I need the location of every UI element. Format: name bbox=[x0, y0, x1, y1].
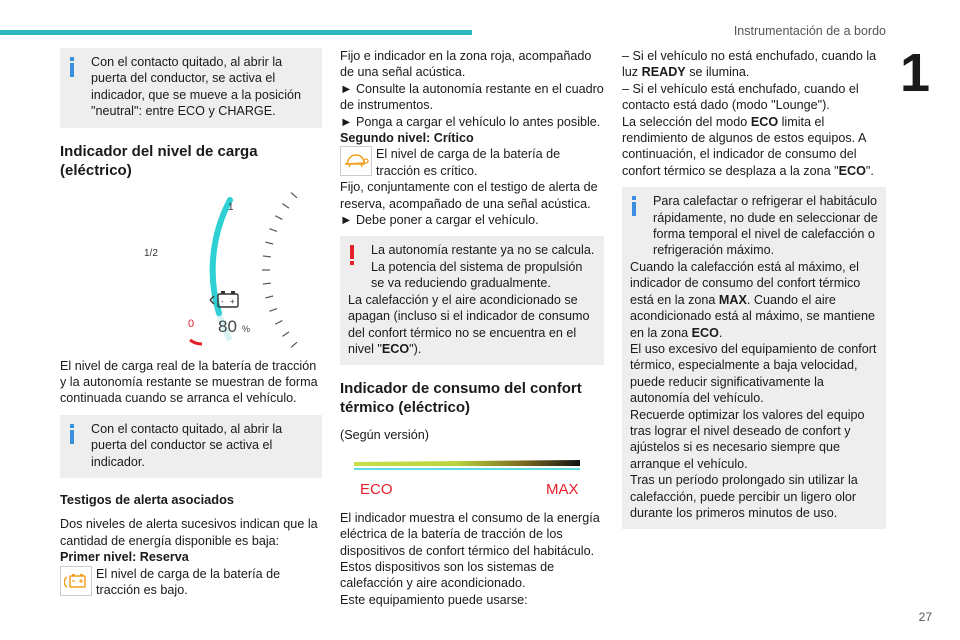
level2-text: El nivel de carga de la batería de tracción es crítico. bbox=[376, 147, 561, 178]
eco-label: ECO bbox=[360, 480, 393, 498]
gauge-label-zero: 0 bbox=[188, 317, 195, 330]
section-title: Instrumentación de a bordo bbox=[733, 24, 886, 38]
chapter-number: 1 bbox=[899, 43, 930, 103]
warning-icon bbox=[350, 245, 354, 265]
warning-text-climate: La calefacción y el aire acondicionado se apagan (incluso si el indicador de consumo del confort térmico no se encuentra en el nivel "ECO"). bbox=[348, 292, 590, 356]
paragraph-warning-levels: Dos niveles de alerta sucesivos indican que la cantidad de energía disponible es baja: bbox=[60, 517, 318, 548]
bullet-must-charge: ► Debe poner a cargar el vehículo. bbox=[340, 213, 539, 228]
column-right bbox=[622, 48, 886, 543]
info-icon bbox=[70, 424, 74, 444]
max-label: MAX bbox=[546, 480, 579, 498]
gauge-label-full: 1 bbox=[228, 201, 234, 213]
info-text-max: Para calefactar o refrigerar el habitáculo rápidamente, no dude en seleccionar de forma temporal el nivel de calefacción o refrigeración máximo. bbox=[653, 194, 878, 258]
thermal-comfort-indicator bbox=[340, 446, 604, 502]
heading-thermal-comfort: Indicador de consumo del confort térmico (eléctrico) bbox=[340, 380, 582, 417]
gauge-graphic bbox=[60, 190, 322, 350]
info-note bbox=[60, 415, 322, 478]
bullet-charge-soon: ► Ponga a cargar el vehículo lo antes posible. bbox=[340, 114, 601, 129]
level2-row bbox=[340, 146, 604, 179]
page-number: 27 bbox=[918, 610, 932, 624]
dash-plugged: – Si el vehículo está enchufado, cuando el contacto está dado (modo "Lounge"). bbox=[622, 81, 859, 113]
version-note: (Según versión) bbox=[340, 428, 429, 443]
eco-max-bar bbox=[340, 446, 604, 502]
level1-text: El nivel de carga de la batería de tracción es bajo. bbox=[96, 566, 281, 598]
heading-charge-level: Indicador del nivel de carga (eléctrico) bbox=[60, 142, 258, 179]
paragraph-charge-level: El nivel de carga real de la batería de tracción y la autonomía restante se muestran de forma continuada cuando se arranca el vehículo. bbox=[60, 358, 318, 406]
bullet-check-range: ► Consulte la autonomía restante en el cuadro de instrumentos. bbox=[340, 81, 604, 113]
info-text: Con el contacto quitado, al abrir la puerta del conductor, se activa el indicador, que se mueve a la posición "neutral": entre ECO y CHARGE. bbox=[91, 55, 302, 119]
turtle-warning-icon bbox=[340, 146, 372, 176]
level1-title: Primer nivel: Reserva bbox=[60, 550, 189, 565]
warning-note bbox=[340, 236, 604, 365]
svg-text:+: + bbox=[230, 296, 235, 306]
paragraph-devices: Estos dispositivos son los sistemas de calefacción y aire acondicionado. bbox=[340, 559, 555, 591]
column-middle bbox=[340, 48, 604, 608]
dash-not-plugged: – Si el vehículo no está enchufado, cuando la luz READY se ilumina. bbox=[622, 49, 877, 80]
gauge-percent-value: 80 bbox=[218, 316, 237, 336]
info-text-optimize: Recuerde optimizar los valores del equipo tras lograr el nivel deseado de confort y ajústelos si es necesario siempre que arranque el vehículo. bbox=[630, 407, 865, 471]
warning-text-power: La potencia del sistema de propulsión se va reduciendo gradualmente. bbox=[371, 259, 583, 291]
header-accent-bar bbox=[0, 30, 472, 35]
paragraph-indicator-desc: El indicador muestra el consumo de la energía eléctrica de la batería de tracción de los dispositivos de confort térmico del habitáculo. bbox=[340, 510, 600, 558]
info-note bbox=[60, 48, 322, 128]
info-icon bbox=[632, 196, 636, 216]
paragraph-reserve-signal: Fijo e indicador en la zona roja, acompañado de una señal acústica. bbox=[340, 49, 592, 80]
info-text-range: El uso excesivo del equipamiento de confort térmico, especialmente a baja velocidad, puede reducir significativamente la autonomía del vehículo. bbox=[630, 341, 877, 406]
column-left bbox=[60, 48, 322, 599]
battery-reserve-warning-icon bbox=[60, 566, 92, 596]
charge-level-gauge bbox=[60, 190, 322, 350]
info-note bbox=[622, 187, 886, 529]
paragraph-critical-signal: Fijo, conjuntamente con el testigo de alerta de reserva, acompañado de una señal acústica. bbox=[340, 180, 598, 211]
level2-title: Segundo nivel: Crítico bbox=[340, 131, 474, 146]
gauge-percent-unit: % bbox=[242, 323, 251, 334]
info-text: Con el contacto quitado, al abrir la puerta del conductor se activa el indicador. bbox=[91, 421, 283, 469]
level1-row bbox=[60, 566, 322, 599]
warning-text-range: La autonomía restante ya no se calcula. bbox=[371, 243, 595, 258]
paragraph-usage: Este equipamiento puede usarse: bbox=[340, 592, 528, 607]
heading-warning-lights: Testigos de alerta asociados bbox=[60, 492, 235, 508]
info-icon bbox=[70, 57, 74, 77]
info-text-odor: Tras un período prolongado sin utilizar la calefacción, puede percibir un ligero olor durante los primeros minutos de uso. bbox=[630, 473, 858, 520]
paragraph-eco-mode: La selección del modo ECO limita el rendimiento de algunos de estos equipos. A continuación, el indicador de consumo del confort térmico se desplaza a la zona "ECO". bbox=[622, 114, 874, 178]
svg-text:-: - bbox=[221, 296, 224, 306]
gauge-label-half: 1/2 bbox=[144, 247, 158, 259]
info-text-heating: Cuando la calefacción está al máximo, el indicador de consumo del confort térmico está en la zona MAX. Cuando el aire acondicionado está al máximo, se mantiene en la zona ECO. bbox=[630, 259, 876, 340]
